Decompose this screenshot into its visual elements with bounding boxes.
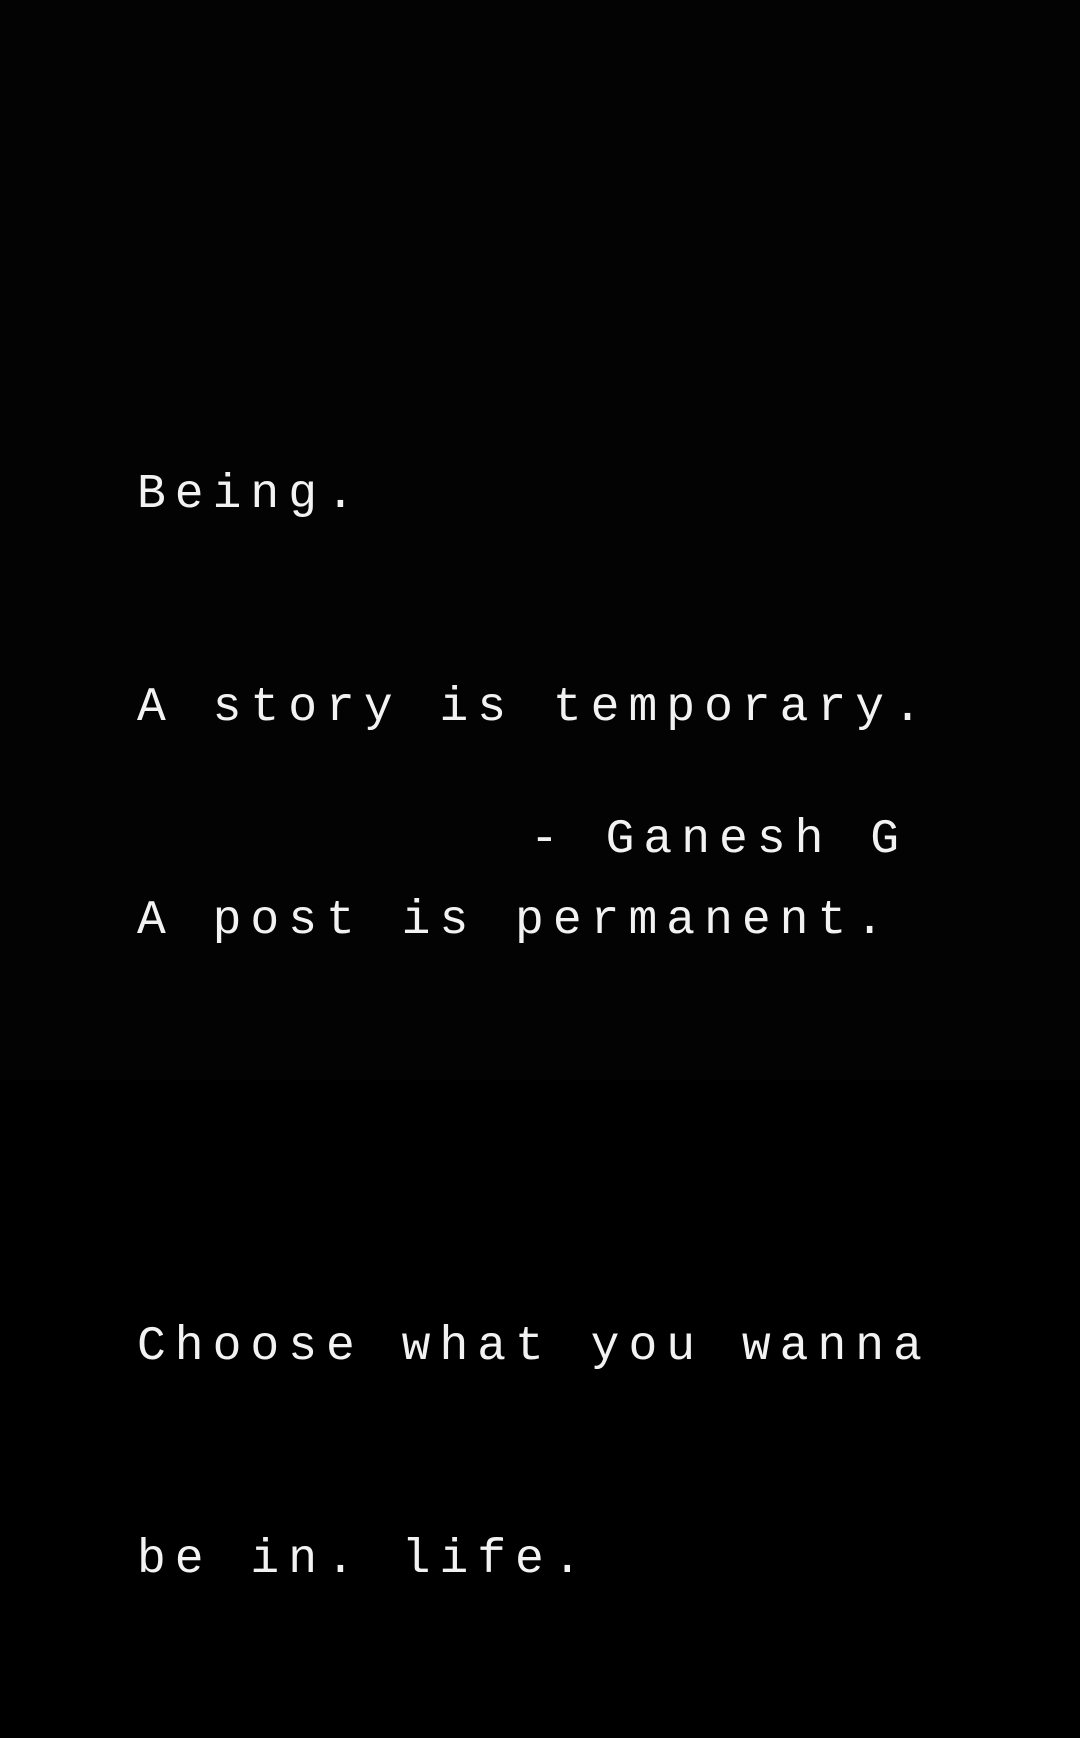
quote-line-5: be in. life.	[137, 1533, 591, 1587]
quote-line-1: Being.	[137, 468, 364, 522]
quote-line-2: A story is temporary.	[137, 681, 931, 735]
quote-line-4: Choose what you wanna	[137, 1320, 931, 1374]
quote-attribution: - Ganesh G	[530, 813, 909, 867]
quote-line-3: A post is permanent.	[137, 894, 894, 948]
paragraph-gap	[137, 1099, 931, 1170]
quote-text	[137, 318, 931, 1738]
